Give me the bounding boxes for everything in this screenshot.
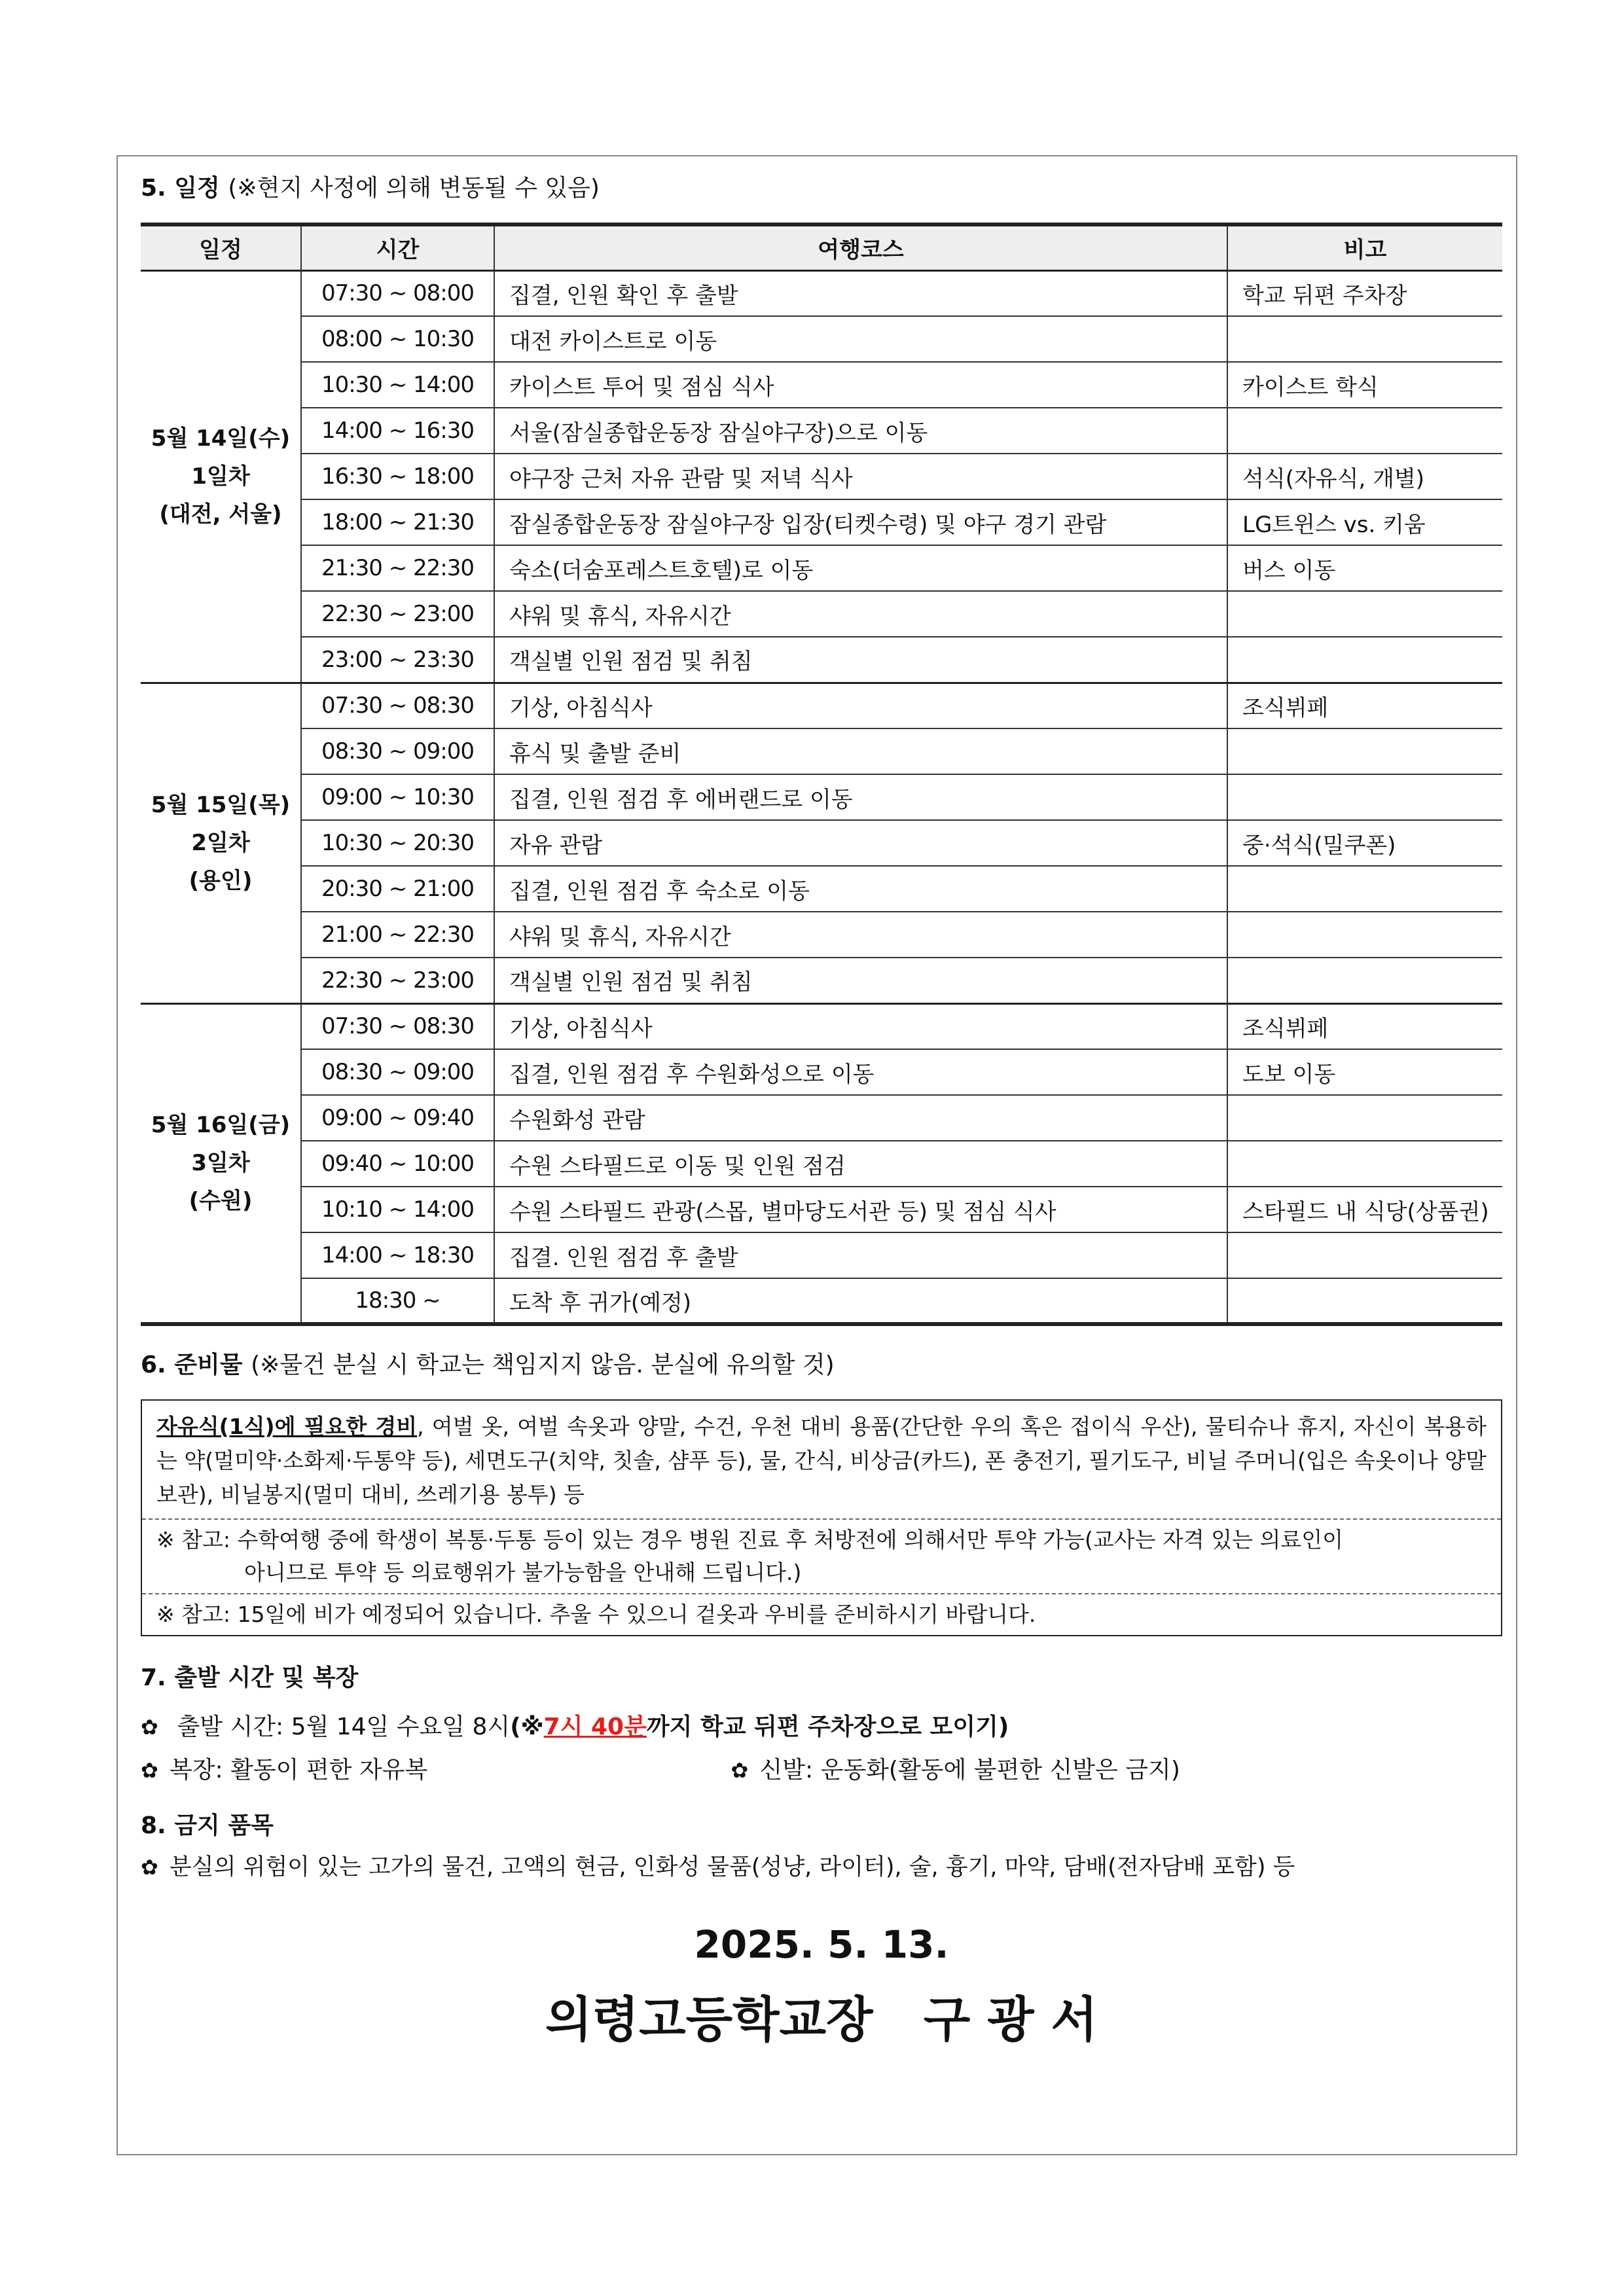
- table-row: [141, 591, 1502, 637]
- course-cell: 수원 스타필드 관광(스몹, 별마당도서관 등) 및 점심 식사: [494, 1187, 1227, 1232]
- course-cell: 자유 관람: [494, 820, 1227, 866]
- day-label-line: 2일차: [191, 830, 250, 856]
- time-cell: 18:30 ~: [301, 1278, 494, 1324]
- note-cell: [1227, 1232, 1502, 1278]
- table-row: [141, 454, 1502, 499]
- course-cell: 샤워 및 휴식, 자유시간: [494, 591, 1227, 637]
- course-cell: 집결, 인원 점검 후 수원화성으로 이동: [494, 1049, 1227, 1095]
- section8-title: 8. 금지 품목: [141, 1812, 274, 1839]
- prohibited-line: [141, 1846, 1502, 1889]
- departure-line: [141, 1706, 1502, 1749]
- time-cell: 08:30 ~ 09:00: [301, 1049, 494, 1095]
- table-row: [141, 499, 1502, 545]
- medical-note: [142, 1518, 1501, 1593]
- time-cell: 10:30 ~ 14:00: [301, 362, 494, 408]
- time-cell: 10:30 ~ 20:30: [301, 820, 494, 866]
- header-time: 시간: [301, 224, 494, 270]
- supplies-list: [142, 1401, 1501, 1518]
- table-row: [141, 316, 1502, 362]
- note-cell: [1227, 408, 1502, 454]
- table-row: [141, 728, 1502, 774]
- note-cell: 도보 이동: [1227, 1049, 1502, 1095]
- day-label: [141, 683, 301, 1003]
- section5-heading: [141, 169, 1502, 208]
- day-label-line: (대전, 서울): [159, 501, 282, 528]
- day-label-line: 5월 14일(수): [151, 425, 291, 452]
- schedule-day-group: [141, 683, 1502, 1003]
- time-cell: 14:00 ~ 16:30: [301, 408, 494, 454]
- section6-heading: [141, 1346, 1502, 1385]
- table-row: [141, 270, 1502, 316]
- time-cell: 08:30 ~ 09:00: [301, 728, 494, 774]
- time-cell: 23:00 ~ 23:30: [301, 637, 494, 683]
- table-row: [141, 820, 1502, 866]
- day-label-line: (수원): [189, 1188, 253, 1215]
- time-cell: 22:30 ~ 23:00: [301, 591, 494, 637]
- section7-title: 7. 출발 시간 및 복장: [141, 1664, 359, 1691]
- note-cell: 석식(자유식, 개별): [1227, 454, 1502, 499]
- dress-code: 복장: 활동이 편한 자유복: [170, 1757, 428, 1784]
- note-cell: LG트윈스 vs. 키움: [1227, 499, 1502, 545]
- table-row: [141, 958, 1502, 1003]
- day-label-line: 5월 15일(목): [151, 792, 291, 818]
- table-row: [141, 362, 1502, 408]
- note-cell: 스타필드 내 식당(상품권): [1227, 1187, 1502, 1232]
- document-date: 2025. 5. 13.: [694, 1922, 949, 1967]
- dress-item: [141, 1749, 723, 1792]
- supplies-bold-item: 자유식(1식)에 필요한 경비: [156, 1414, 418, 1439]
- day-label-line: 1일차: [191, 463, 250, 490]
- table-row: [141, 1232, 1502, 1278]
- time-cell: 16:30 ~ 18:00: [301, 454, 494, 499]
- table-row: [141, 1095, 1502, 1141]
- schedule-table-wrap: [141, 223, 1502, 1326]
- day-label: [141, 270, 301, 683]
- note-cell: 버스 이동: [1227, 545, 1502, 591]
- prohibited-items: 분실의 위험이 있는 고가의 물건, 고액의 현금, 인화성 물품(성냥, 라이터), 술, 흉기, 마약, 담배(전자담배 포함) 등: [170, 1854, 1295, 1880]
- course-cell: 도착 후 귀가(예정): [494, 1278, 1227, 1324]
- course-cell: 휴식 및 출발 준비: [494, 728, 1227, 774]
- course-cell: 야구장 근처 자유 관람 및 저녁 식사: [494, 454, 1227, 499]
- flower-bullet-icon: ✿: [731, 1758, 749, 1783]
- principal-signature: 의령고등학교장 구 광 서: [545, 1992, 1098, 2048]
- departure-time: 출발 시간: 5월 14일 수요일 8시: [177, 1713, 511, 1740]
- table-row: [141, 1278, 1502, 1324]
- note-cell: [1227, 591, 1502, 637]
- time-cell: 07:30 ~ 08:30: [301, 1003, 494, 1049]
- course-cell: 카이스트 투어 및 점심 식사: [494, 362, 1227, 408]
- course-cell: 집결, 인원 점검 후 숙소로 이동: [494, 866, 1227, 912]
- note-cell: 학교 뒤편 주차장: [1227, 270, 1502, 316]
- time-cell: 07:30 ~ 08:30: [301, 683, 494, 728]
- course-cell: 객실별 인원 점검 및 취침: [494, 958, 1227, 1003]
- note-cell: [1227, 1095, 1502, 1141]
- header-note: 비고: [1227, 224, 1502, 270]
- course-cell: 잠실종합운동장 잠실야구장 입장(티켓수령) 및 야구 경기 관람: [494, 499, 1227, 545]
- note-cell: [1227, 316, 1502, 362]
- schedule-header-row: [141, 224, 1502, 270]
- note-cell: [1227, 1278, 1502, 1324]
- time-cell: 14:00 ~ 18:30: [301, 1232, 494, 1278]
- table-row: [141, 1003, 1502, 1049]
- course-cell: 서울(잠실종합운동장 잠실야구장)으로 이동: [494, 408, 1227, 454]
- note-cell: [1227, 1141, 1502, 1187]
- supplies-box: [141, 1399, 1502, 1636]
- time-cell: 20:30 ~ 21:00: [301, 866, 494, 912]
- flower-bullet-icon: ✿: [141, 1758, 158, 1783]
- course-cell: 기상, 아침식사: [494, 1003, 1227, 1049]
- note-cell: [1227, 637, 1502, 683]
- table-row: [141, 637, 1502, 683]
- course-cell: 샤워 및 휴식, 자유시간: [494, 912, 1227, 958]
- schedule-table: [141, 223, 1502, 1326]
- departure-close: 까지 학교 뒤편 주차장으로 모이기): [646, 1713, 1009, 1740]
- note-cell: [1227, 774, 1502, 820]
- course-cell: 집결, 인원 확인 후 출발: [494, 270, 1227, 316]
- medical-note-line1: ※ 참고: 수학여행 중에 학생이 복통·두통 등이 있는 경우 병원 진료 후 처방전에 의해서만 투약 가능(교사는 자격 있는 의료인이: [156, 1527, 1343, 1552]
- section6-title: 6. 준비물: [141, 1352, 243, 1378]
- section6-note: (※물건 분실 시 학교는 책임지지 않음. 분실에 유의할 것): [251, 1352, 835, 1378]
- table-row: [141, 912, 1502, 958]
- course-cell: 수원화성 관람: [494, 1095, 1227, 1141]
- note-cell: 조식뷔페: [1227, 1003, 1502, 1049]
- time-cell: 18:00 ~ 21:30: [301, 499, 494, 545]
- course-cell: 숙소(더숨포레스트호텔)로 이동: [494, 545, 1227, 591]
- course-cell: 객실별 인원 점검 및 취침: [494, 637, 1227, 683]
- schedule-day-group: [141, 1003, 1502, 1324]
- supplies-items: , 여벌 옷, 여벌 속옷과 양말, 수건, 우천 대비 용품(간단한 우의 혹은 접이식 우산), 물티슈나 휴지, 자신이 복용하는 약(멀미약·소화제·두통약 등), 세면도구(치약, 칫솔, 샴푸 등), 물, 간식, 비상금(카드), 폰 충전기, 필기도구, 비닐 주머니(입은 속옷이나 양말 보관), 비닐봉지(멀미 대비, 쓰레기용 봉투) 등: [156, 1414, 1487, 1507]
- time-cell: 08:00 ~ 10:30: [301, 316, 494, 362]
- day-label-line: 5월 16일(금): [151, 1112, 291, 1139]
- time-cell: 07:30 ~ 08:00: [301, 270, 494, 316]
- course-cell: 기상, 아침식사: [494, 683, 1227, 728]
- time-cell: 09:40 ~ 10:00: [301, 1141, 494, 1187]
- flower-bullet-icon: ✿: [141, 1715, 158, 1740]
- section5-title: 5. 일정: [141, 175, 220, 202]
- document-content: [141, 169, 1502, 2059]
- note-cell: 카이스트 학식: [1227, 362, 1502, 408]
- table-row: [141, 1141, 1502, 1187]
- note-cell: 중·석식(밀쿠폰): [1227, 820, 1502, 866]
- gathering-time: 7시 40분: [543, 1713, 647, 1740]
- day-label-line: 3일차: [191, 1150, 250, 1177]
- course-cell: 집결, 인원 점검 후 에버랜드로 이동: [494, 774, 1227, 820]
- time-cell: 09:00 ~ 10:30: [301, 774, 494, 820]
- departure-open: (※: [510, 1713, 544, 1740]
- schedule-day-group: [141, 270, 1502, 683]
- table-row: [141, 774, 1502, 820]
- note-cell: [1227, 866, 1502, 912]
- note-cell: 조식뷔페: [1227, 683, 1502, 728]
- section5-note: (※현지 사정에 의해 변동될 수 있음): [228, 175, 600, 202]
- time-cell: 10:10 ~ 14:00: [301, 1187, 494, 1232]
- dress-line: [141, 1749, 1502, 1792]
- table-row: [141, 408, 1502, 454]
- table-row: [141, 866, 1502, 912]
- time-cell: 09:00 ~ 09:40: [301, 1095, 494, 1141]
- shoes-rule: 신발: 운동화(활동에 불편한 신발은 금지): [759, 1757, 1180, 1784]
- course-cell: 대전 카이스트로 이동: [494, 316, 1227, 362]
- note-cell: [1227, 912, 1502, 958]
- course-cell: 집결. 인원 점검 후 출발: [494, 1232, 1227, 1278]
- day-label: [141, 1003, 301, 1324]
- time-cell: 21:00 ~ 22:30: [301, 912, 494, 958]
- medical-note-line2: 아니므로 투약 등 의료행위가 불가능함을 안내해 드립니다.): [244, 1560, 802, 1585]
- time-cell: 21:30 ~ 22:30: [301, 545, 494, 591]
- note-cell: [1227, 958, 1502, 1003]
- table-row: [141, 545, 1502, 591]
- day-label-line: (용인): [189, 868, 253, 894]
- flower-bullet-icon: ✿: [141, 1855, 158, 1880]
- note-cell: [1227, 728, 1502, 774]
- table-row: [141, 683, 1502, 728]
- time-cell: 22:30 ~ 23:00: [301, 958, 494, 1003]
- table-row: [141, 1187, 1502, 1232]
- weather-note: ※ 참고: 15일에 비가 예정되어 있습니다. 추울 수 있으니 겉옷과 우비를 준비하시기 바랍니다.: [142, 1593, 1501, 1635]
- course-cell: 수원 스타필드로 이동 및 인원 점검: [494, 1141, 1227, 1187]
- header-course: 여행코스: [494, 224, 1227, 270]
- header-day: 일정: [141, 224, 301, 270]
- table-row: [141, 1049, 1502, 1095]
